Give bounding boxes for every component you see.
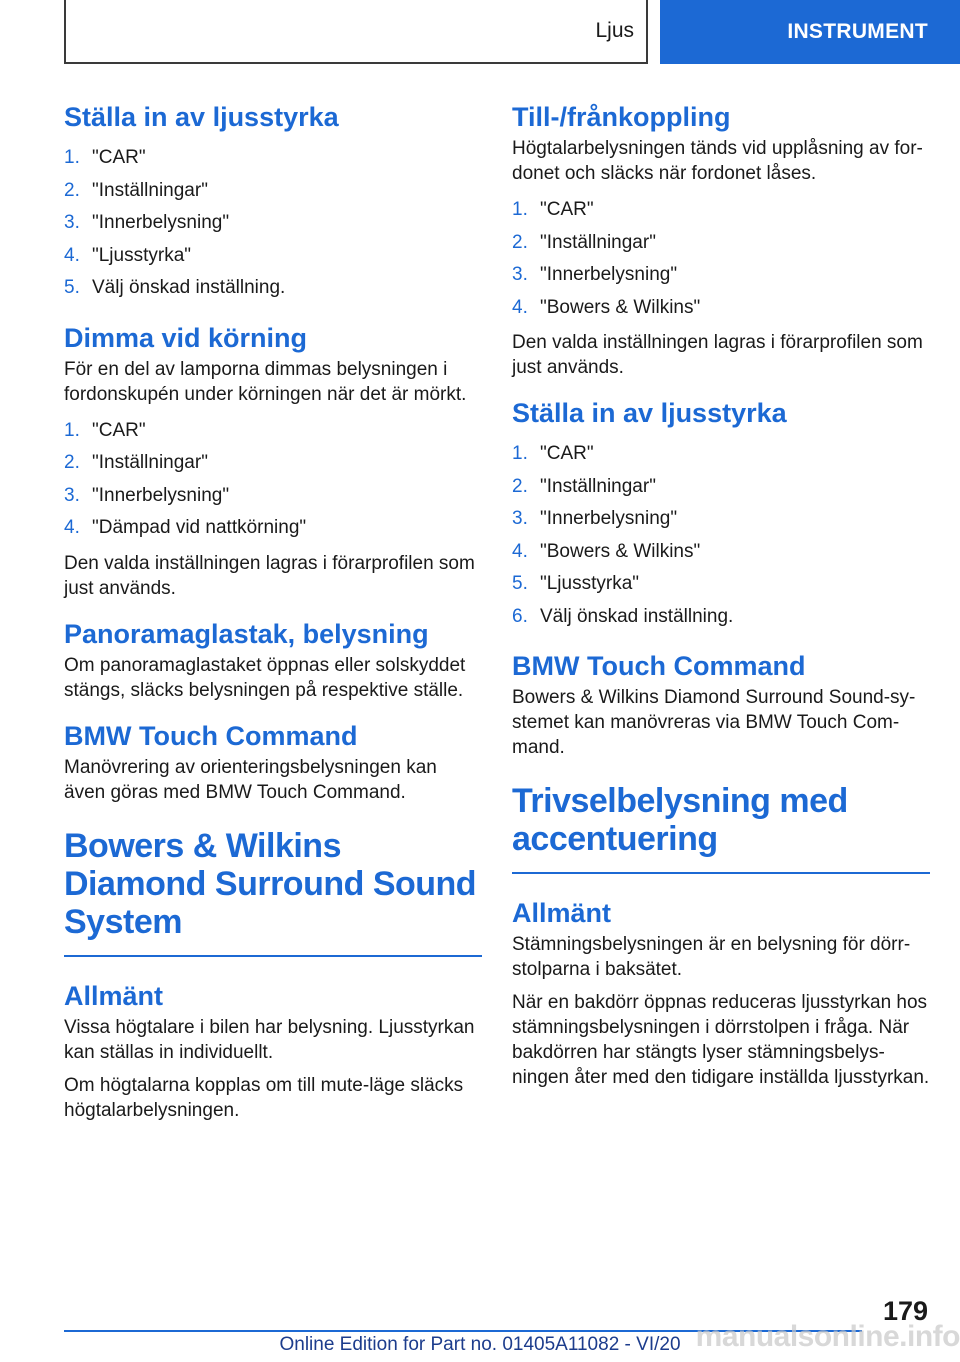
step-text: "Inställningar" [540,231,656,253]
section-panorama-roof [64,617,482,703]
page-number: 179 [882,1296,928,1326]
step-number: 2. [64,179,80,201]
paragraph: När en bakdörr öppnas reduceras ljusstyrkan hos stämningsbelysningen i dörrstolpen i fråga. När bakdörren har stängts lyser stämningsbelys-ningen åter med den tidigare inställda ljusstyrkan. [512,992,930,1088]
section-brightness [64,100,482,305]
step-text: "Innerbelysning" [540,264,678,285]
step-text: "CAR" [92,147,146,168]
step-number: 4. [64,517,80,538]
list-item [512,601,930,634]
paragraph: Om panoramaglastaket öppnas eller solskyddet stängs, släcks belysningen på respektive ställe. [64,654,466,701]
chapter-heading-block [64,827,482,957]
list-item [64,142,482,175]
right-column [512,100,930,1112]
list-item [64,447,482,480]
step-number: 1. [64,147,80,168]
step-text: Välj önskad inställning. [540,605,734,627]
step-number: 1. [512,443,528,464]
paragraph: Den valda inställningen lagras i förarprofilen som just används. [512,332,923,378]
step-text: "Bowers & Wilkins" [540,296,701,318]
paragraph: Bowers & Wilkins Diamond Surround Sound-sy-stemet kan manövreras via BMW Touch Com-mand. [512,687,916,758]
section-on-off [512,100,930,380]
step-number: 3. [512,264,528,285]
paragraph: Stämningsbelysningen är en belysning för dörr-stolparna i baksätet. [512,934,911,980]
section-title: Dimma vid körning [64,322,308,353]
list-item [512,292,930,325]
section-brightness [512,396,930,633]
header-chapter-tab [660,0,960,64]
step-number: 4. [64,244,80,266]
section-title: Ställa in av ljusstyrka [64,102,339,132]
step-number: 5. [64,277,80,298]
step-list [512,438,930,633]
section-general [64,979,482,1123]
list-item [64,512,482,545]
section-title: BMW Touch Command [64,720,358,751]
list-item [64,272,482,305]
step-text: Välj önskad inställning. [92,277,286,298]
list-item [512,536,930,569]
step-text: "Ljusstyrka" [540,573,640,594]
step-number: 3. [64,212,80,233]
footer-edition: Online Edition for Part no. 01405A11082 - VI/20 [279,1334,681,1355]
step-number: 6. [512,605,528,627]
section-title: Allmänt [64,980,164,1011]
section-title: Till-/frånkoppling [512,102,731,132]
list-item [512,471,930,504]
section-title: Ställa in av ljusstyrka [512,398,787,428]
step-text: "CAR" [92,419,146,441]
step-text: "Inställningar" [92,179,208,201]
step-text: "Ljusstyrka" [92,244,192,266]
section-dimming [64,321,482,601]
list-item [64,240,482,273]
list-item [512,259,930,292]
section-title: Allmänt [512,898,612,928]
step-number: 2. [512,475,528,497]
list-item [64,175,482,208]
step-number: 4. [512,296,528,318]
step-number: 3. [64,484,80,506]
list-item [64,415,482,448]
list-item [512,227,930,260]
list-item [64,207,482,240]
list-item [512,194,930,227]
list-item [512,568,930,601]
step-text: "Dämpad vid nattkörning" [92,517,307,538]
step-text: "CAR" [540,199,594,220]
step-text: "Innerbelysning" [92,484,230,506]
header-section-label: Ljus [595,19,634,42]
step-number: 4. [512,540,528,562]
step-text: "Inställningar" [540,475,656,497]
list-item [512,438,930,471]
step-number: 3. [512,508,528,529]
paragraph: För en del av lamporna dimmas belysningen i fordonskupén under körningen när det är mörkt. [64,358,467,405]
step-text: "Innerbelysning" [92,212,230,233]
section-touch-command [512,649,930,760]
list-item [512,503,930,536]
step-number: 2. [512,231,528,253]
step-number: 1. [64,419,80,441]
paragraph: Den valda inställningen lagras i förarprofilen som just används. [64,552,475,599]
paragraph: Vissa högtalare i bilen har belysning. Ljusstyrkan kan ställas in individuellt. [64,1016,475,1063]
left-column [64,100,482,1145]
step-text: "Innerbelysning" [540,508,678,529]
chapter-heading-block [512,782,930,874]
header-section-box [64,0,648,64]
section-touch-command [64,719,482,805]
header-chapter-label: INSTRUMENT [787,20,928,43]
section-title: BMW Touch Command [512,651,806,681]
step-list [512,194,930,324]
list-item [64,480,482,513]
step-list [64,142,482,305]
chapter-heading: Bowers & Wilkins Diamond Surround Sound System [64,826,477,941]
section-general [512,896,930,1090]
step-text: "CAR" [540,443,594,464]
watermark: manualsonline.info [695,1320,960,1353]
step-number: 1. [512,199,528,220]
step-text: "Inställningar" [92,452,208,473]
paragraph: Om högtalarna kopplas om till mute-läge släcks högtalarbelysningen. [64,1074,464,1121]
step-number: 2. [64,452,80,473]
paragraph: Manövrering av orienteringsbelysningen kan även göras med BMW Touch Command. [64,756,437,803]
paragraph: Högtalarbelysningen tänds vid upplåsning av for-donet och släcks när fordonet låses. [512,138,923,184]
step-list [64,415,482,545]
step-number: 5. [512,573,528,594]
step-text: "Bowers & Wilkins" [540,540,701,562]
chapter-heading: Trivselbelysning med accentuering [512,782,848,858]
section-title: Panoramaglastak, belysning [64,618,429,649]
